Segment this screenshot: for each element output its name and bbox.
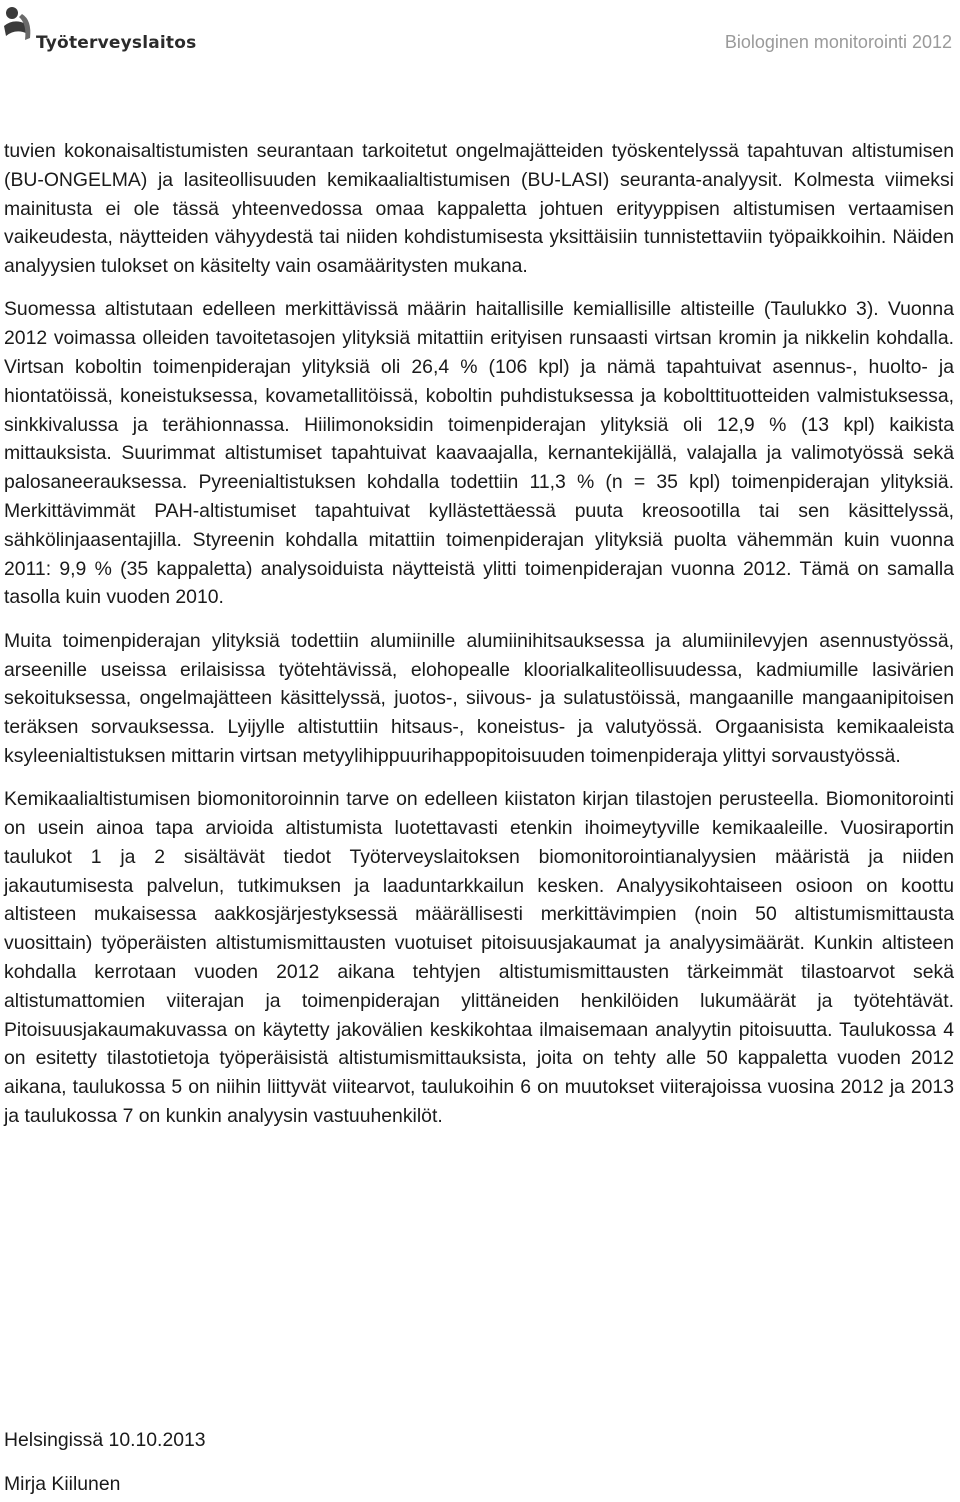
- paragraph: Muita toimenpiderajan ylityksiä todettiin alumiinille alumiinihitsauksessa ja alumiinilevyjen asennustyössä, arseenille useissa erilaisissa työtehtävissä, elohopealle kloorialkaliteollisuudessa, kadmiumille lasivärien sekoituksessa, ongelmajätteen käsittelyssä, juotos-, siivous- ja sulatustöissä, mangaanille mangaanipitoisen teräksen sorvauksessa. Lyijylle altistuttiin hitsaus-, koneistus- ja valutyössä. Orgaanisista kemikaaleista ksyleenialtistuksen mittarin virtsan metyylihippuurihappopitoisuuden toimenpideraja ylittyi sorvaustyössä.: [4, 629, 954, 767]
- tyoterveyslaitos-logo-mark-icon: [2, 4, 34, 46]
- logo: [2, 4, 202, 64]
- paragraph: Suomessa altistutaan edelleen merkittävissä määrin haitallisille kemiallisille altisteille (Taulukko 3). Vuonna 2012 voimassa olleiden tavoitetasojen ylityksiä mitattiin erityisen runsaasti virtsan kromin ja nikkelin kohdalla. Virtsan koboltin toimenpiderajan ylityksiä oli 26,4 % (106 kpl) ja nämä tapahtuivat asennus-, huolto- ja hiontatöissä, koneistuksessa, kovametallitöissä, koboltin puhdistuksessa ja kobolttituotteiden valmistuksessa, sinkkivalussa ja terähionnassa. Hiilimonoksidin toimenpiderajan ylityksiä oli 12,9 % (13 kpl) kaikista mittauksista. Suurimmat altistumiset tapahtuivat kaavaajalla, kernantekijällä, valajalla ja valimotyössä sekä palosaneerauksessa. Pyreenialtistuksen kohdalla todettiin 11,3 % (n = 35 kpl) toimenpiderajan ylityksiä. Merkittävimmät PAH-altistumiset tapahtuivat kyllästettäessä puuta kreosootilla tai sen käsittelyssä, sähkölinjaasentajilla. Styreenin kohdalla mitattiin toimenpiderajan ylityksiä puolta vähemmän kuin vuonna 2011: 9,9 % (35 kappaletta) analysoiduista näytteistä ylitti toimenpiderajan vuonna 2012. Tämä on samalla tasolla kuin vuoden 2010.: [4, 298, 954, 609]
- signature-name: Mirja Kiilunen: [4, 1473, 121, 1495]
- running-title: Biologinen monitorointi 2012: [724, 32, 952, 52]
- paragraph: tuvien kokonaisaltistumisten seurantaan tarkoitetut ongelmajätteiden työskentelyssä tapahtuvan altistumisen (BU-ONGELMA) ja lasiteollisuuden kemikaalialtistumisen (BU-LASI) seuranta-analyysit. Kolmesta viimeksi mainitusta ei ole tässä yhteenvedossa omaa kappaletta johtuen erityyppisen altistumisen vertaamisen vaikeudesta, näytteiden vähyydestä tai niiden kohdistumisesta yksittäisiin tunnistettaviin työpaikkoihin. Näiden analyysien tulokset on käsitelty vain osamääritysten mukana.: [4, 140, 954, 278]
- signature-place-date: Helsingissä 10.10.2013: [4, 1429, 206, 1451]
- body-text: [4, 137, 954, 1145]
- paragraph: Kemikaalialtistumisen biomonitoroinnin tarve on edelleen kiistaton kirjan tilastojen perusteella. Biomonitorointi on usein ainoa tapa arvioida altistumista luotettavasti etenkin ihoimeytyville kemikaaleille. Vuosiraportin taulukot 1 ja 2 sisältävät tiedot Työterveyslaitoksen biomonitorointianalyysien määristä ja niiden jakautumisesta palvelun, tutkimuksen ja laaduntarkkailun kesken. Analyysikohtaiseen osioon on koottu altisteen mukaisessa aakkosjärjestyksessä määrällisesti merkittävimpien (noin 50 altistumismittausta vuosittain) työperäisten altistumismittausten vuotuiset pitoisuusjakaumat ja analyysimäärät. Kunkin altisteen kohdalla kerrotaan vuoden 2012 aikana tehtyjen altistumismittausten tärkeimmät tilastoarvot sekä altistumattomien viiterajan ja toimenpiderajan ylittäneiden henkilöiden lukumäärät ja työtehtävät. Pitoisuusjakaumakuvassa on käytetty jakovälien keskikohtaa ilmaisemaan analyytin pitoisuutta. Taulukossa 4 on esitetty tilastotietoja työperäisistä altistumismittauksista, joita on tehty alle 50 kappaletta vuoden 2012 aikana, taulukossa 5 on niihin liittyvät viitearvot, taulukoihin 6 on muutokset viiterajoissa vuosina 2012 ja 2013 ja taulukossa 7 on kunkin analyysin vastuuhenkilöt.: [4, 788, 954, 1127]
- logo-text: Työterveyslaitos: [36, 33, 197, 53]
- page-header: [0, 0, 960, 80]
